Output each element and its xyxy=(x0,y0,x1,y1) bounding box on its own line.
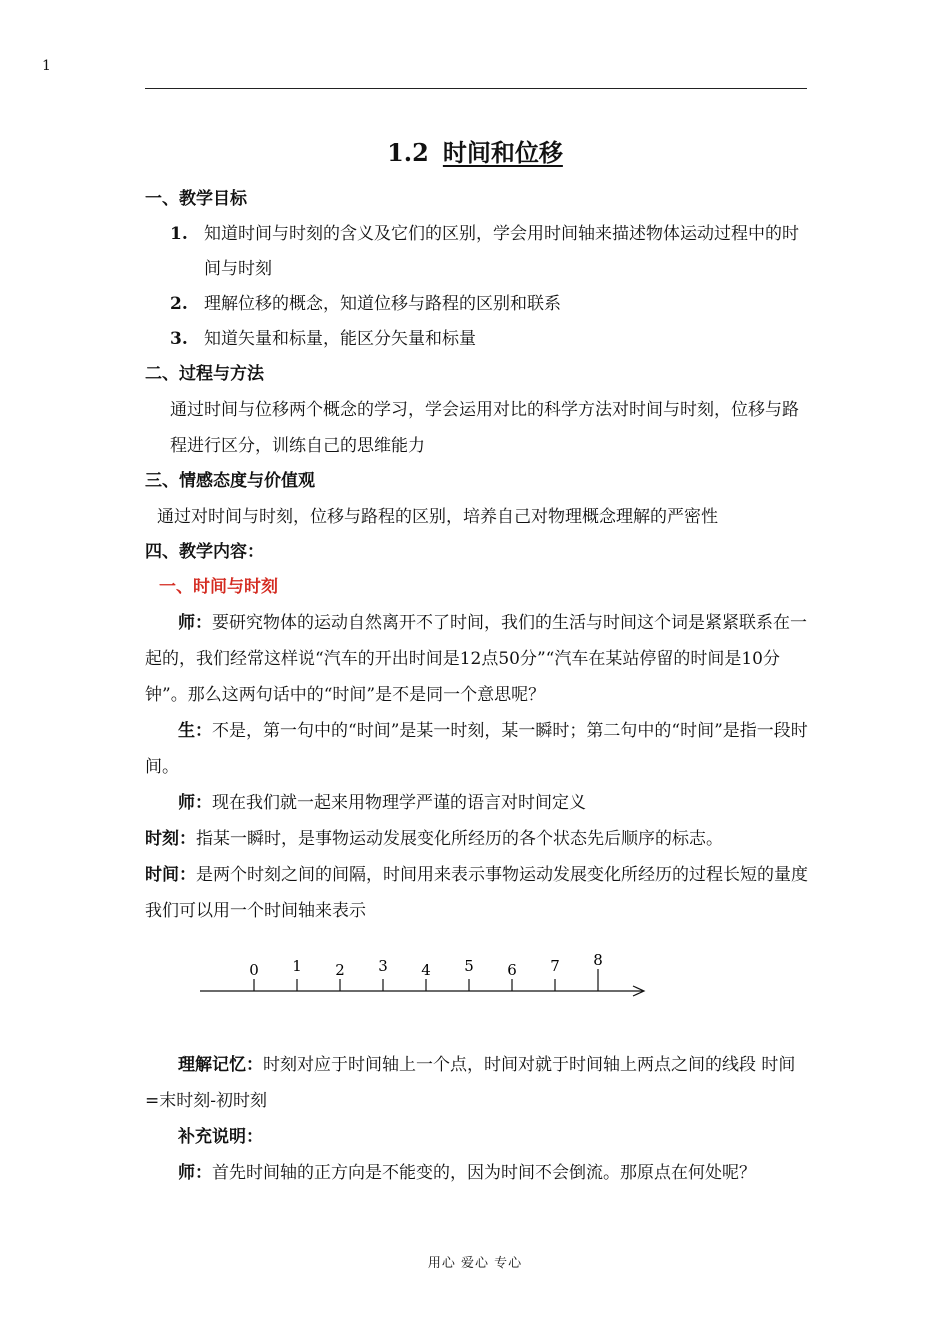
memory-term: 理解记忆： xyxy=(178,1055,263,1075)
section-heading-attitude: 三、情感态度与价值观 xyxy=(145,471,315,491)
student-paragraph xyxy=(145,713,809,785)
time-axis-figure xyxy=(145,929,809,1047)
attitude-paragraph: 通过对时间与时刻，位移与路程的区别，培养自己对物理概念理解的严密性 xyxy=(157,507,718,527)
header-rule xyxy=(145,88,807,89)
process-paragraph: 通过时间与位移两个概念的学习，学会运用对比的科学方法对时间与时刻，位移与路程进行区分，训练自己的思维能力 xyxy=(170,400,799,456)
definition-time xyxy=(145,857,809,893)
section-heading-content: 四、教学内容： xyxy=(145,542,264,562)
goal-item xyxy=(170,287,809,322)
teacher-paragraph xyxy=(145,1155,809,1191)
axis-tick-label: 8 xyxy=(593,951,603,969)
page-number: 1 xyxy=(42,58,51,74)
definition-term: 时间： xyxy=(145,865,196,885)
axis-tick-label: 4 xyxy=(421,961,431,979)
memory-paragraph xyxy=(145,1047,809,1119)
teacher-paragraph xyxy=(145,605,809,713)
goal-item xyxy=(170,217,809,287)
axis-tick-label: 5 xyxy=(464,957,474,975)
goal-item xyxy=(170,322,809,357)
section-heading-goals: 一、教学目标 xyxy=(145,189,247,209)
time-axis xyxy=(195,947,665,1007)
goal-number: 2. xyxy=(170,294,188,314)
definition-term: 时刻： xyxy=(145,829,196,849)
axis-tick-label: 6 xyxy=(507,961,517,979)
goal-text: 理解位移的概念，知道位移与路程的区别和联系 xyxy=(204,294,561,314)
section-heading-process: 二、过程与方法 xyxy=(145,364,264,384)
goal-text: 知道矢量和标量，能区分矢量和标量 xyxy=(204,329,476,349)
speaker-label: 师： xyxy=(178,1163,212,1183)
goal-text: 知道时间与时刻的含义及它们的区别，学会用时间轴来描述物体运动过程中的时间与时刻 xyxy=(204,224,799,279)
speaker-label: 师： xyxy=(178,613,212,633)
paragraph-text: 不是，第一句中的“时间”是某一时刻，某一瞬时；第二句中的“时间”是指一段时间。 xyxy=(145,721,808,777)
axis-tick-label: 7 xyxy=(550,957,560,975)
goal-number: 3. xyxy=(170,329,188,349)
axis-tick-label: 1 xyxy=(292,957,302,975)
speaker-label: 生： xyxy=(178,721,212,741)
definition-text: 是两个时刻之间的间隔，时间用来表示事物运动发展变化所经历的过程长短的量度 xyxy=(196,865,808,885)
definition-moment xyxy=(145,821,809,857)
axis-tick-label: 0 xyxy=(249,961,259,979)
title-text: 时间和位移 xyxy=(442,138,563,167)
speaker-label: 师： xyxy=(178,793,212,813)
axis-tick-label: 3 xyxy=(378,957,388,975)
title-number: 1.2 xyxy=(387,138,429,167)
page-title xyxy=(0,133,950,168)
axis-intro: 我们可以用一个时间轴来表示 xyxy=(145,901,366,921)
axis-ticks xyxy=(249,951,603,991)
definition-text: 指某一瞬时，是事物运动发展变化所经历的各个状态先后顺序的标志。 xyxy=(196,829,723,849)
teacher-paragraph xyxy=(145,785,809,821)
paragraph-text: 现在我们就一起来用物理学严谨的语言对时间定义 xyxy=(212,793,586,813)
paragraph-text: 首先时间轴的正方向是不能变的，因为时间不会倒流。那原点在何处呢？ xyxy=(212,1163,756,1183)
axis-tick-label: 2 xyxy=(335,961,345,979)
page-footer: 用心 爱心 专心 xyxy=(427,1256,523,1271)
goal-number: 1. xyxy=(170,224,188,244)
paragraph-text: 要研究物体的运动自然离开不了时间，我们的生活与时间这个词是紧紧联系在一起的，我们经常这样说“汽车的开出时间是12点50分”“汽车在某站停留的时间是10分钟”。那么这两句话中的“时间”是不是同一个意思呢？ xyxy=(145,613,807,705)
goals-list xyxy=(170,217,809,357)
document-body xyxy=(145,182,809,1191)
memory-text: 时刻对应于时间轴上一个点，时间对就于时间轴上两点之间的线段 时间=末时刻-初时刻 xyxy=(145,1055,796,1111)
sub-heading-time-and-moment: 一、时间与时刻 xyxy=(159,577,278,597)
supplement-label: 补充说明： xyxy=(178,1127,263,1147)
